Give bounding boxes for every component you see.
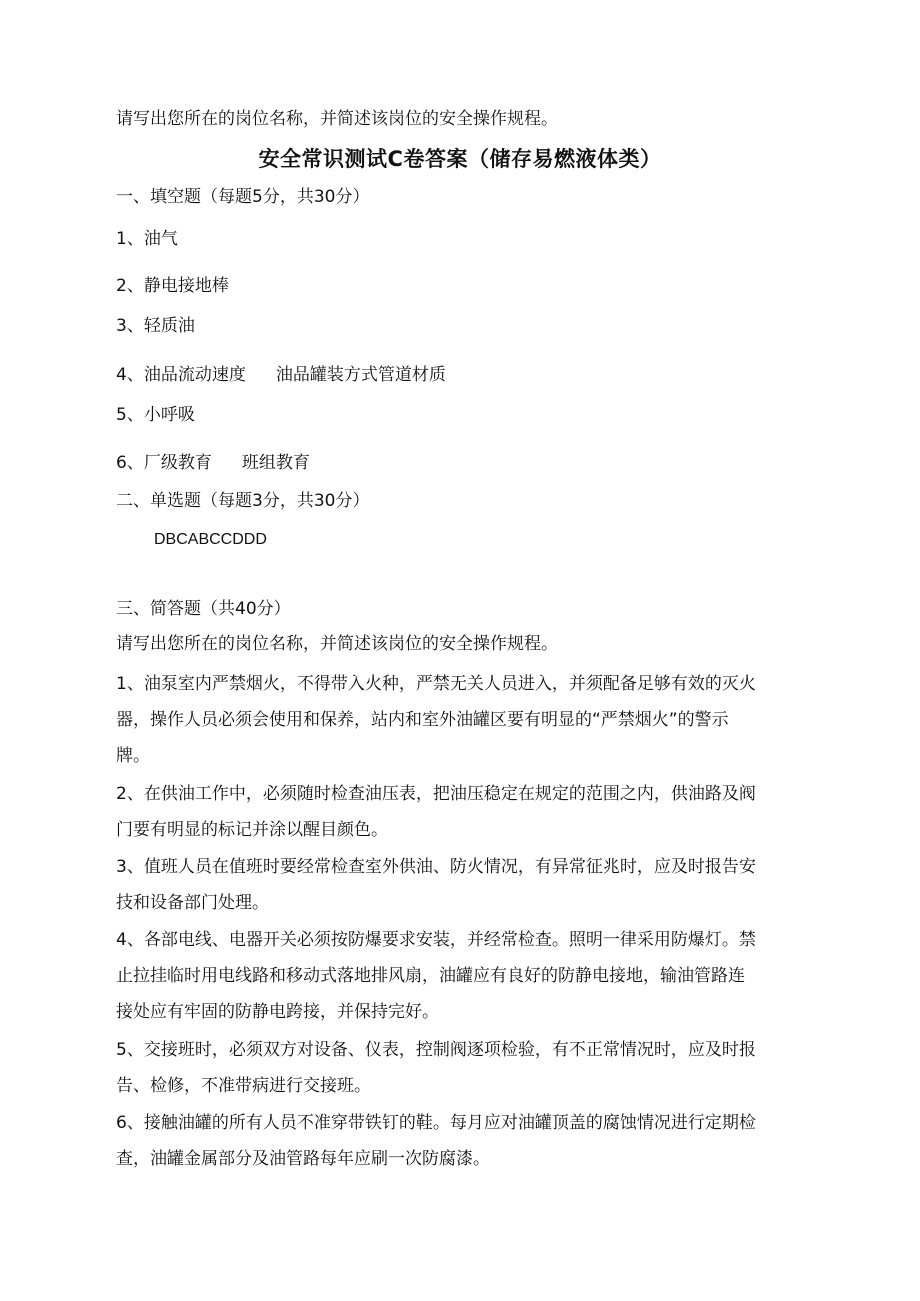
answer-2: 2、静电接地棒 [116, 276, 229, 296]
section3-prompt: 请写出您所在的岗位名称，并简述该岗位的安全操作规程。 [116, 634, 558, 654]
section3-line: 查，油罐金属部分及油管路每年应刷一次防腐漆。 [116, 1149, 490, 1169]
answer-6-part-a: 6、厂级教育 [116, 453, 212, 473]
section3-line: 3、值班人员在值班时要经常检查室外供油、防火情况，有异常征兆时，应及时报告安 [116, 857, 756, 877]
answer-4-part-a: 4、油品流动速度 [116, 365, 246, 385]
section3-line: 6、接触油罐的所有人员不准穿带铁钉的鞋。每月应对油罐顶盖的腐蚀情况进行定期检 [116, 1113, 756, 1133]
section3-line: 5、交接班时，必须双方对设备、仪表，控制阀逐项检验，有不正常情况时，应及时报 [116, 1040, 756, 1060]
answer-1: 1、油气 [116, 229, 178, 249]
answer-4-part-b: 油品罐装方式管道材质 [275, 365, 446, 385]
section3-heading: 三、简答题（共40分） [116, 599, 291, 619]
section3-line: 接处应有牢固的防静电跨接，并保持完好。 [116, 1002, 439, 1022]
section3-line: 技和设备部门处理。 [116, 893, 269, 913]
section3-line: 告、检修，不准带病进行交接班。 [116, 1076, 371, 1096]
section3-line: 止拉挂临时用电线路和移动式落地排风扇，油罐应有良好的防静电接地，输油管路连 [116, 966, 745, 986]
page-title: 安全常识测试C卷答案（储存易燃液体类） [258, 147, 662, 171]
section3-line: 2、在供油工作中，必须随时检查油压表，把油压稳定在规定的范围之内，供油路及阀 [116, 784, 756, 804]
answer-4 [116, 364, 446, 386]
section1-heading: 一、填空题（每题5分，共30分） [116, 187, 370, 207]
answer-5: 5、小呼吸 [116, 405, 195, 425]
answer-6-part-b: 班组教育 [241, 453, 310, 473]
section3-line: 4、各部电线、电器开关必须按防爆要求安装，并经常检查。照明一律采用防爆灯。禁 [116, 930, 756, 950]
section2-answer: DBCABCCDDD [154, 531, 267, 548]
section3-line: 1、油泵室内严禁烟火，不得带入火种，严禁无关人员进入，并须配备足够有效的灭火 [116, 674, 756, 694]
section3-line: 牌。 [116, 746, 150, 766]
section2-heading: 二、单选题（每题3分，共30分） [116, 491, 370, 511]
section3-line: 器，操作人员必须会使用和保养，站内和室外油罐区要有明显的“严禁烟火”的警示 [116, 710, 729, 730]
section3-line: 门要有明显的标记并涂以醒目颜色。 [116, 820, 388, 840]
intro-prompt: 请写出您所在的岗位名称，并简述该岗位的安全操作规程。 [116, 109, 558, 129]
answer-3: 3、轻质油 [116, 316, 195, 336]
answer-6 [116, 452, 310, 474]
